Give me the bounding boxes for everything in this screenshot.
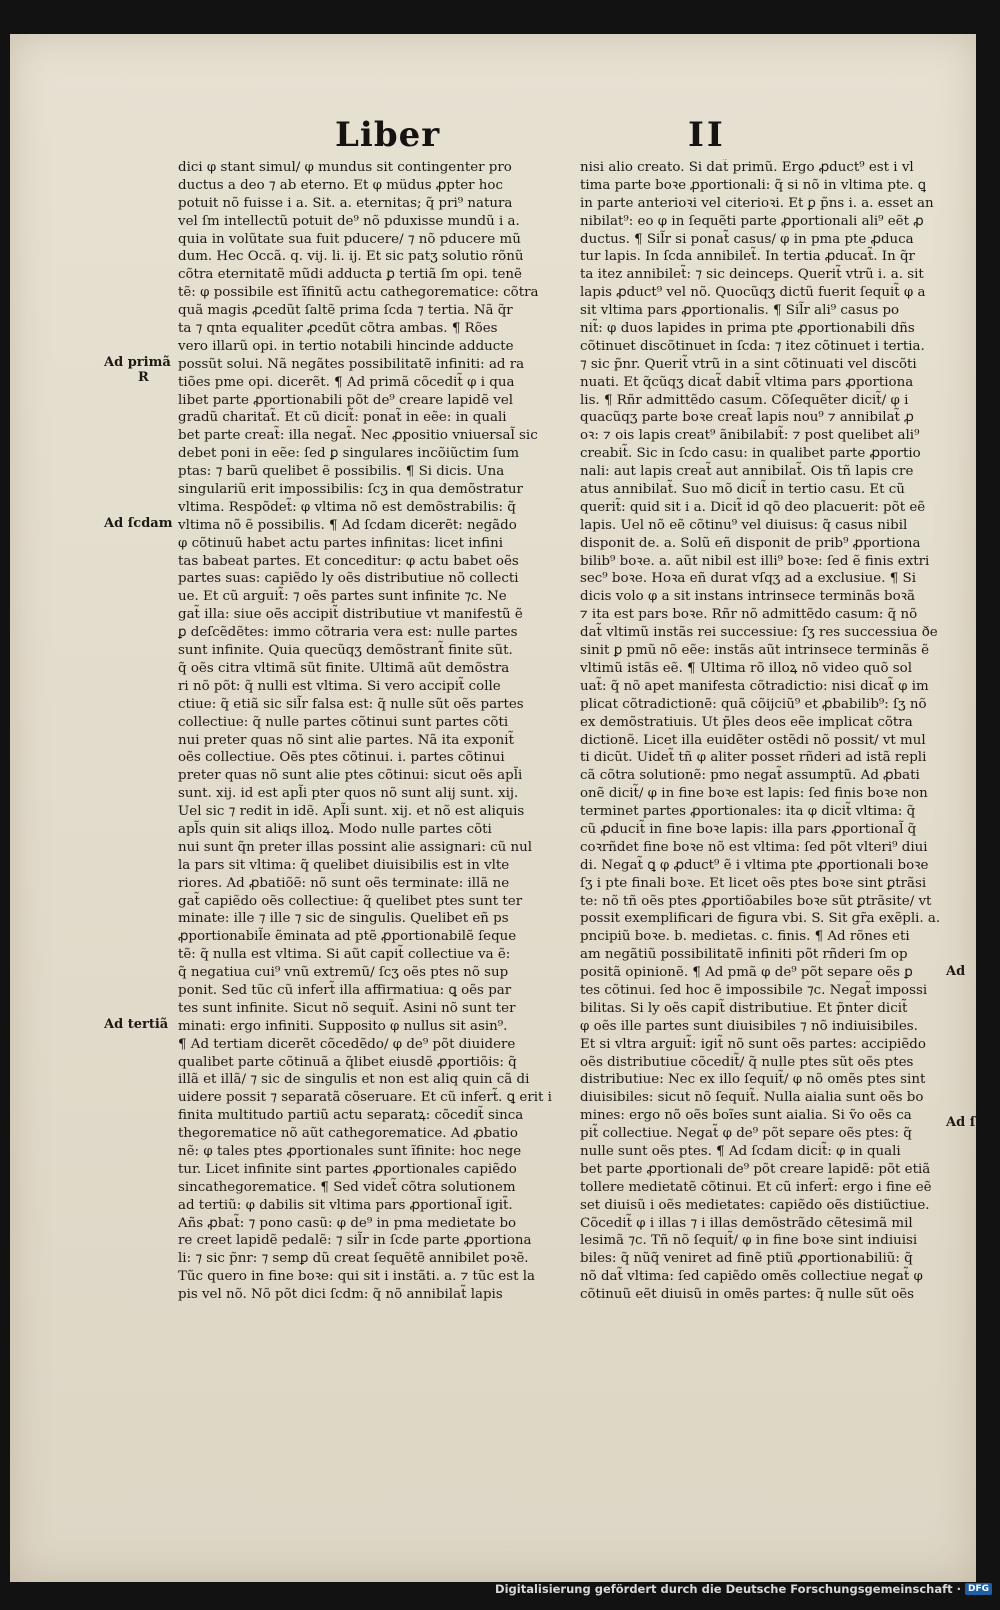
text-line: quia in volũtate sua fuit pducere/ ⁊ nõ pducere mũ	[178, 231, 521, 247]
text-line: nui preter quas nõ sint alie partes. Nã ita exponit̃	[178, 732, 514, 748]
text-line: plicat cõtradictionẽ: quã cõijciũ⁹ et ꝓbabilib⁹: ſʒ nõ	[580, 696, 927, 712]
text-line: bilib⁹ boꝛe. a. aũt nibil est illi⁹ boꝛe: ſed ẽ finis extri	[580, 553, 930, 569]
text-line: qualibet parte cõtinuã a q̃libet eiusdẽ ꝓportiõis: q̃	[178, 1054, 517, 1070]
right-text-column	[580, 159, 960, 1304]
text-line: li: ⁊ sic p̃nr: ⁊ semꝑ dũ creat ſequẽtẽ annibilet poꝛẽ.	[178, 1251, 529, 1267]
text-line: ta itez annibilet̃: ⁊ sic deinceps. Querit̃ vtrũ i. a. sit	[580, 267, 924, 283]
text-line: libet parte ꝓportionabili põt de⁹ creare lapidẽ vel	[178, 392, 514, 408]
text-line: sunt infinite. Quia quecũqʒ demõstrant̃ finite sũt.	[178, 643, 513, 659]
text-line: ꝑ deſcẽdẽtes: immo cõtraria vera est: nulle partes	[178, 625, 518, 641]
text-line: nulle sunt oẽs ptes. ¶ Ad ſcdam dicit̃: φ in quali	[580, 1143, 901, 1159]
text-line: φ oẽs ille partes sunt diuisibiles ⁊ nõ indiuisibiles.	[580, 1018, 918, 1034]
text-line: di. Negat̃ ꝗ φ ꝓduct⁹ ẽ i vltima pte ꝓportionali boꝛe	[580, 857, 929, 873]
text-line: ad tertiũ: φ dabilis sit vltima pars ꝓportional̃ igit̃.	[178, 1197, 513, 1213]
text-line: distributiue: Nec ex illo ſequit̃/ φ nõ omẽs ptes sint	[580, 1072, 926, 1088]
text-line: ductus. ¶ Sil̃r si ponat̃ casus/ φ in pma pte ꝓduca	[580, 231, 914, 247]
text-line: tiões pme opi. dicerẽt. ¶ Ad primã cõcedit̃ φ i qua	[178, 374, 515, 390]
text-line: tes sunt infinite. Sicut nõ sequit̃. Asini nõ sunt ter	[178, 1000, 516, 1016]
text-line: tollere medietatẽ cõtinui. Et cũ infert̃: ergo i fine eẽ	[580, 1179, 932, 1195]
text-line: q̃ negatiua cui⁹ vnũ extremũ/ ſcʒ oẽs ptes nõ sup	[178, 965, 509, 981]
text-line: sincathegorematice. ¶ Sed videt̃ cõtra solutionem	[178, 1179, 516, 1195]
text-line: Uel sic ⁊ redit in idẽ. Apl̃i sunt. xij. et nõ est aliquis	[178, 804, 525, 820]
text-line: nit̃: φ duos lapides in prima pte ꝓportionabili dñs	[580, 321, 915, 337]
text-line: dictionẽ. Licet illa euidẽter ostẽdi nõ possit/ vt mul	[580, 732, 926, 748]
text-line: terminet partes ꝓportionales: ita φ dicit̃ vltima: q̃	[580, 804, 916, 820]
text-line: lis. ¶ Rñr admittẽdo casum. Cõſequẽter dicit̃/ φ i	[580, 392, 909, 408]
text-line: cã cõtra solutionẽ: pmo negat̃ assumptũ. Ad ꝓbati	[580, 768, 920, 784]
text-line: cõtra eternitatẽ mũdi adducta ꝑ tertiã ſm opi. tenẽ	[178, 267, 522, 283]
text-line: ſʒ i pte finali boꝛe. Et licet oẽs ptes boꝛe sint ꝑtrãsi	[580, 875, 927, 891]
text-line: onẽ dicit̃/ φ in fine boꝛe est lapis: ſed finis boꝛe non	[580, 786, 928, 802]
text-line: nuati. Et q̃cũqʒ dicat̃ dabit̃ vltima pars ꝓportiona	[580, 374, 914, 390]
text-line: nẽ: φ tales ptes ꝓportionales sunt ĩfinite: hoc nege	[178, 1143, 522, 1159]
text-line: sunt. xij. id est apl̃i pter quos nõ sunt alij sunt. xij.	[178, 786, 519, 802]
text-line: ⁊ ita est pars boꝛe. Rñr nõ admittẽdo casum: q̃ nõ	[580, 607, 918, 623]
text-line: collectiue: q̃ nulle partes cõtinui sunt partes cõti	[178, 714, 509, 730]
text-line: q̃ oẽs citra vltimã sũt finite. Ultimã aũt demõstra	[178, 660, 510, 676]
text-line: ponit. Sed tũc cũ infert̃ illa affirmatiua: ꝗ oẽs par	[178, 982, 512, 998]
text-line: vel ſm intellectũ potuit de⁹ nõ pduxisse mundũ i a.	[178, 213, 520, 229]
text-line: oꝛ: ⁊ ois lapis creat⁹ ãnibilabit̃: ⁊ post quelibet ali⁹	[580, 428, 920, 444]
text-line: Añs ꝓbat̃: ⁊ pono casũ: φ de⁹ in pma medietate bo	[178, 1215, 517, 1231]
text-line: in parte anterioꝛi vel citerioꝛi. Et ꝑ p̃ns i. a. esset an	[580, 195, 934, 211]
text-line: vero illarũ opi. in tertio notabili hincinde adducte	[178, 338, 514, 354]
text-line: minati: ergo infiniti. Supposito φ nullus sit asin⁹.	[178, 1018, 508, 1034]
text-line: tẽ: q̃ nulla est vltima. Si aũt capit̃ collectiue va ẽ:	[178, 947, 511, 963]
text-line: disponit de. a. Solũ eñ disponit de prib⁹ ꝓportiona	[580, 535, 921, 551]
text-line: quacũqʒ parte boꝛe creat̃ lapis nou⁹ ⁊ annibilat̃ ꝓ	[580, 410, 914, 426]
text-line: dat̃ vltimũ instãs rei successiue: ſʒ res successiua ðe	[580, 625, 938, 641]
running-head-book-number: II	[688, 115, 726, 155]
running-head-liber: Liber	[335, 115, 441, 155]
text-line: pncipiũ boꝛe. b. medietas. c. finis. ¶ Ad rõnes eti	[580, 929, 910, 945]
text-line: bet parte creat̃: illa negat̃. Nec ꝓpositio vniuersal̃ sic	[178, 428, 538, 444]
text-line: bet parte ꝓportionali de⁹ põt creare lapidẽ: põt etiã	[580, 1161, 931, 1177]
text-line: lapis ꝓduct⁹ vel nõ. Quocũqʒ dictũ fuerit ſequit̃ φ a	[580, 285, 926, 301]
text-line: am negãtiũ possibilitatẽ infiniti põt rñderi ſm op	[580, 947, 908, 963]
text-line: vltima nõ ẽ possibilis. ¶ Ad ſcdam dicerẽt: negãdo	[178, 517, 517, 533]
margin-note-right-ad-s: Ad ſ	[946, 1115, 976, 1130]
text-line: gat̃ illa: siue oẽs accipit̃ distributiue vt manifestũ ẽ	[178, 607, 523, 623]
text-line: nali: aut lapis creat̃ aut annibilat̃. Ois tñ lapis cre	[580, 464, 914, 480]
text-line: tima parte boꝛe ꝓportionali: q̃ si nõ in vltima pte. ꝗ	[580, 177, 926, 193]
text-line: finita multitudo partiũ actu separatꝝ: cõcedit̃ sinca	[178, 1108, 524, 1124]
text-line: gat̃ capiẽdo oẽs collectiue: q̃ quelibet ptes sunt ter	[178, 893, 523, 909]
text-line: gradũ charitat̃. Et cũ dicit̃: ponat̃ in eẽe: in quali	[178, 410, 507, 426]
text-line: coꝛrñdet fine boꝛe nõ est vltima: ſed põt vlteri⁹ diui	[580, 839, 928, 855]
text-line: pis vel nõ. Nõ põt dici ſcdm: q̃ nõ annibilat̃ lapis	[178, 1287, 503, 1303]
margin-note-ad-secundam: Ad ſcdam	[104, 516, 173, 531]
text-line: biles: q̃ nũq̃ veniret ad finẽ ptiũ ꝓportionabiliũ: q̃	[580, 1251, 913, 1267]
text-line: ri nõ põt: q̃ nulli est vltima. Si vero accipit̃ colle	[178, 678, 501, 694]
text-line: pit̃ collectiue. Negat̃ φ de⁹ põt separe oẽs ptes: q̃	[580, 1126, 912, 1142]
text-line: potuit nõ fuisse i a. Sit. a. eternitas; q̃ pri⁹ natura	[178, 195, 513, 211]
text-line: lesimã ⁊c. Tñ nõ ſequit̃/ φ in fine boꝛe sint indiuisi	[580, 1233, 918, 1249]
text-line: illã et illã/ ⁊ sic de singulis et non est aliq quin cã di	[178, 1072, 530, 1088]
text-line: apl̃s quin sit aliqs illoꝝ. Modo nulle partes cõti	[178, 821, 492, 837]
margin-note-ad-tertiam: Ad tertiã	[104, 1017, 169, 1032]
text-line: partes suas: capiẽdo ly oẽs distributiue nõ collecti	[178, 571, 519, 587]
text-line: tas babeat partes. Et conceditur: φ actu babet oẽs	[178, 553, 519, 569]
text-line: quã magis ꝓcedũt ſaltẽ prima ſcda ⁊ tertia. Nã q̃r	[178, 303, 513, 319]
text-line: diuisibiles: sicut nõ ſequit̃. Nulla aialia sunt oẽs bo	[580, 1090, 924, 1106]
text-line: possũt solui. Nã negãtes possibilitatẽ infiniti: ad ra	[178, 356, 525, 372]
text-line: positã opinionẽ. ¶ Ad pmã φ de⁹ põt separe oẽs ꝑ	[580, 965, 913, 981]
text-line: riores. Ad ꝓbatiõẽ: nõ sunt oẽs terminate: illã ne	[178, 875, 510, 891]
text-line: creabit̃. Sic in ſcdo casu: in qualibet parte ꝓportio	[580, 446, 921, 462]
text-line: Tũc quero in fine boꝛe: qui sit i instãti. a. ⁊ tũc est la	[178, 1269, 535, 1285]
text-line: debet poni in eẽe: ſed ꝑ singulares incõiũctim ſum	[178, 446, 520, 462]
text-line: lapis. Uel nõ eẽ cõtinu⁹ vel diuisus: q̃ casus nibil	[580, 517, 908, 533]
text-line: dum. Hec Occã. q. vij. li. ij. Et sic patʒ solutio rõnũ	[178, 249, 524, 265]
text-line: tẽ: φ possibile est ĩfinitũ actu cathegorematice: cõtra	[178, 285, 539, 301]
text-line: nisi alio creato. Si dat̃ primũ. Ergo ꝓduct⁹ est i vl	[580, 160, 914, 175]
text-line: re creet lapidẽ pedalẽ: ⁊ sil̃r in ſcde parte ꝓportiona	[178, 1233, 532, 1249]
text-line: cũ ꝓducit̃ in fine boꝛe lapis: illa pars ꝓportional̃ q̃	[580, 821, 917, 837]
text-line: tes cõtinui. ſed hoc ẽ impossibile ⁊c. Negat̃ impossi	[580, 982, 928, 998]
text-line: ductus a deo ⁊ ab eterno. Et φ müdus ꝓpter hoc	[178, 177, 503, 193]
margin-note-r: R	[138, 370, 149, 385]
text-line: cõtinuet discõtinuet in ſcda: ⁊ itez cõtinuet i tertia.	[580, 338, 925, 354]
text-line: sec⁹ boꝛe. Hoꝛa eñ durat vſqʒ ad a exclusiue. ¶ Si	[580, 571, 916, 587]
text-line: te: nõ tñ oẽs ptes ꝓportiõabiles boꝛe sũt ꝑtrãsite/ vt	[580, 893, 932, 909]
margin-note-ad-primam: Ad primã	[104, 355, 171, 370]
text-line: ctiue: q̃ etiã sic sil̃r falsa est: q̃ nulle sũt oẽs partes	[178, 696, 524, 712]
text-line: thegorematice nõ aũt cathegorematice. Ad ꝓbatio	[178, 1126, 518, 1142]
text-line: uidere possit ⁊ separatã cõseruare. Et cũ infert̃. ꝗ erit i	[178, 1090, 552, 1106]
text-line: atus annibilat̃. Suo mõ dicit̃ in tertio casu. Et cũ	[580, 482, 905, 498]
text-line: preter quas nõ sunt alie ptes cõtinui: sicut oẽs apl̃i	[178, 768, 523, 784]
text-line: dici φ stant simul/ φ mundus sit contingenter pro	[178, 160, 512, 175]
text-line: dicis volo φ a sit instans intrinsece terminãs boꝛã	[580, 589, 916, 605]
text-line: oẽs collectiue. Oẽs ptes cõtinui. i. partes cõtinui	[178, 750, 505, 766]
text-line: ti dicũt. Uidet̃ tñ φ aliter posset rñderi ad istã repli	[580, 750, 927, 766]
text-line: possit exemplificari de figura vbi. S. Sit gr̃a exẽpli. a.	[580, 911, 941, 927]
text-line: tur. Licet infinite sint partes ꝓportionales capiẽdo	[178, 1161, 517, 1177]
text-line: mines: ergo nõ oẽs boĩes sunt aialia. Si ṽo oẽs ca	[580, 1108, 912, 1124]
text-line: ptas: ⁊ barũ quelibet ẽ possibilis. ¶ Si dicis. Una	[178, 464, 505, 480]
left-text-column	[178, 159, 558, 1304]
text-line: φ cõtinuũ habet actu partes infinitas: licet infini	[178, 535, 503, 551]
text-line: querit̃: quid sit i a. Dicit̃ id qõ deo placuerit: põt eẽ	[580, 499, 926, 515]
text-line: nõ dat̃ vltima: ſed capiẽdo omẽs collectiue negat̃ φ	[580, 1269, 923, 1285]
text-line: vltimũ istãs eẽ. ¶ Ultima rõ illoꝝ nõ video quõ sol	[580, 660, 913, 676]
text-line: uat̃: q̃ nõ apet manifesta cõtradictio: nisi dicat̃ φ im	[580, 678, 929, 694]
footer-text: Digitalisierung gefördert durch die Deutsche Forschungsgemeinschaft ·	[495, 1582, 961, 1596]
text-line: ex demõstratiuis. Ut p̃les deos eẽe implicat cõtra	[580, 714, 913, 730]
text-line: oẽs distributiue cõcedit̃/ q̃ nulle ptes sũt oẽs ptes	[580, 1054, 914, 1070]
text-line: ꝓportionabil̃e ẽminata ad ptẽ ꝓportionabilẽ ſeque	[178, 929, 517, 945]
text-line: nibilat⁹: eo φ in ſequẽti parte ꝓportionali ali⁹ eẽt ꝓ	[580, 213, 924, 229]
dfg-logo-icon: DFG	[965, 1583, 992, 1595]
text-line: Et si vltra arguit̃: igit̃ nõ sunt oẽs partes: accipiẽdo	[580, 1036, 926, 1052]
text-line: ¶ Ad tertiam dicerẽt cõcedẽdo/ φ de⁹ põt diuidere	[178, 1036, 516, 1052]
text-line: tur lapis. In ſcda annibilet̃. In tertia ꝓducat̃. In q̃r	[580, 249, 915, 265]
text-line: ue. Et cũ arguit̃: ⁊ oẽs partes sunt infinite ⁊c. Ne	[178, 589, 507, 605]
text-line: nui sunt q̃n preter illas possint alie assignari: cũ nul	[178, 839, 533, 855]
text-line: minate: ille ⁊ ille ⁊ sic de singulis. Quelibet eñ ps	[178, 911, 509, 927]
text-line: vltima. Respõdet̃: φ vltima nõ est demõstrabilis: q̃	[178, 499, 516, 515]
digitization-footer	[495, 1582, 992, 1596]
margin-note-right-ad: Ad	[946, 964, 966, 979]
text-line: singulariũ erit impossibilis: ſcʒ in qua demõstratur	[178, 482, 523, 498]
text-line: bilitas. Si ly oẽs capit̃ distributiue. Et p̃nter dicit̃	[580, 1000, 908, 1016]
text-line: ⁊ sic p̃nr. Querit̃ vtrũ in a sint cõtinuati vel discõti	[580, 356, 917, 372]
text-line: set diuisũ i oẽs medietates: capiẽdo oẽs distiũctiue.	[580, 1197, 930, 1213]
text-line: Cõcedit̃ φ i illas ⁊ i illas demõstrãdo cẽtesimã mil	[580, 1215, 913, 1231]
text-line: sinit ꝑ pmũ nõ eẽe: instãs aũt intrinsece terminãs ẽ	[580, 643, 930, 659]
text-line: la pars sit vltima: q̃ quelibet diuisibilis est in vlte	[178, 857, 510, 873]
text-line: ta ⁊ qnta equaliter ꝓcedũt cõtra ambas. ¶ Rões	[178, 321, 498, 337]
text-line: sit vltima pars ꝓportionalis. ¶ Sil̃r ali⁹ casus po	[580, 303, 900, 319]
text-line: cõtinuũ eẽt diuisũ in omẽs partes: q̃ nulle sũt oẽs	[580, 1287, 915, 1303]
